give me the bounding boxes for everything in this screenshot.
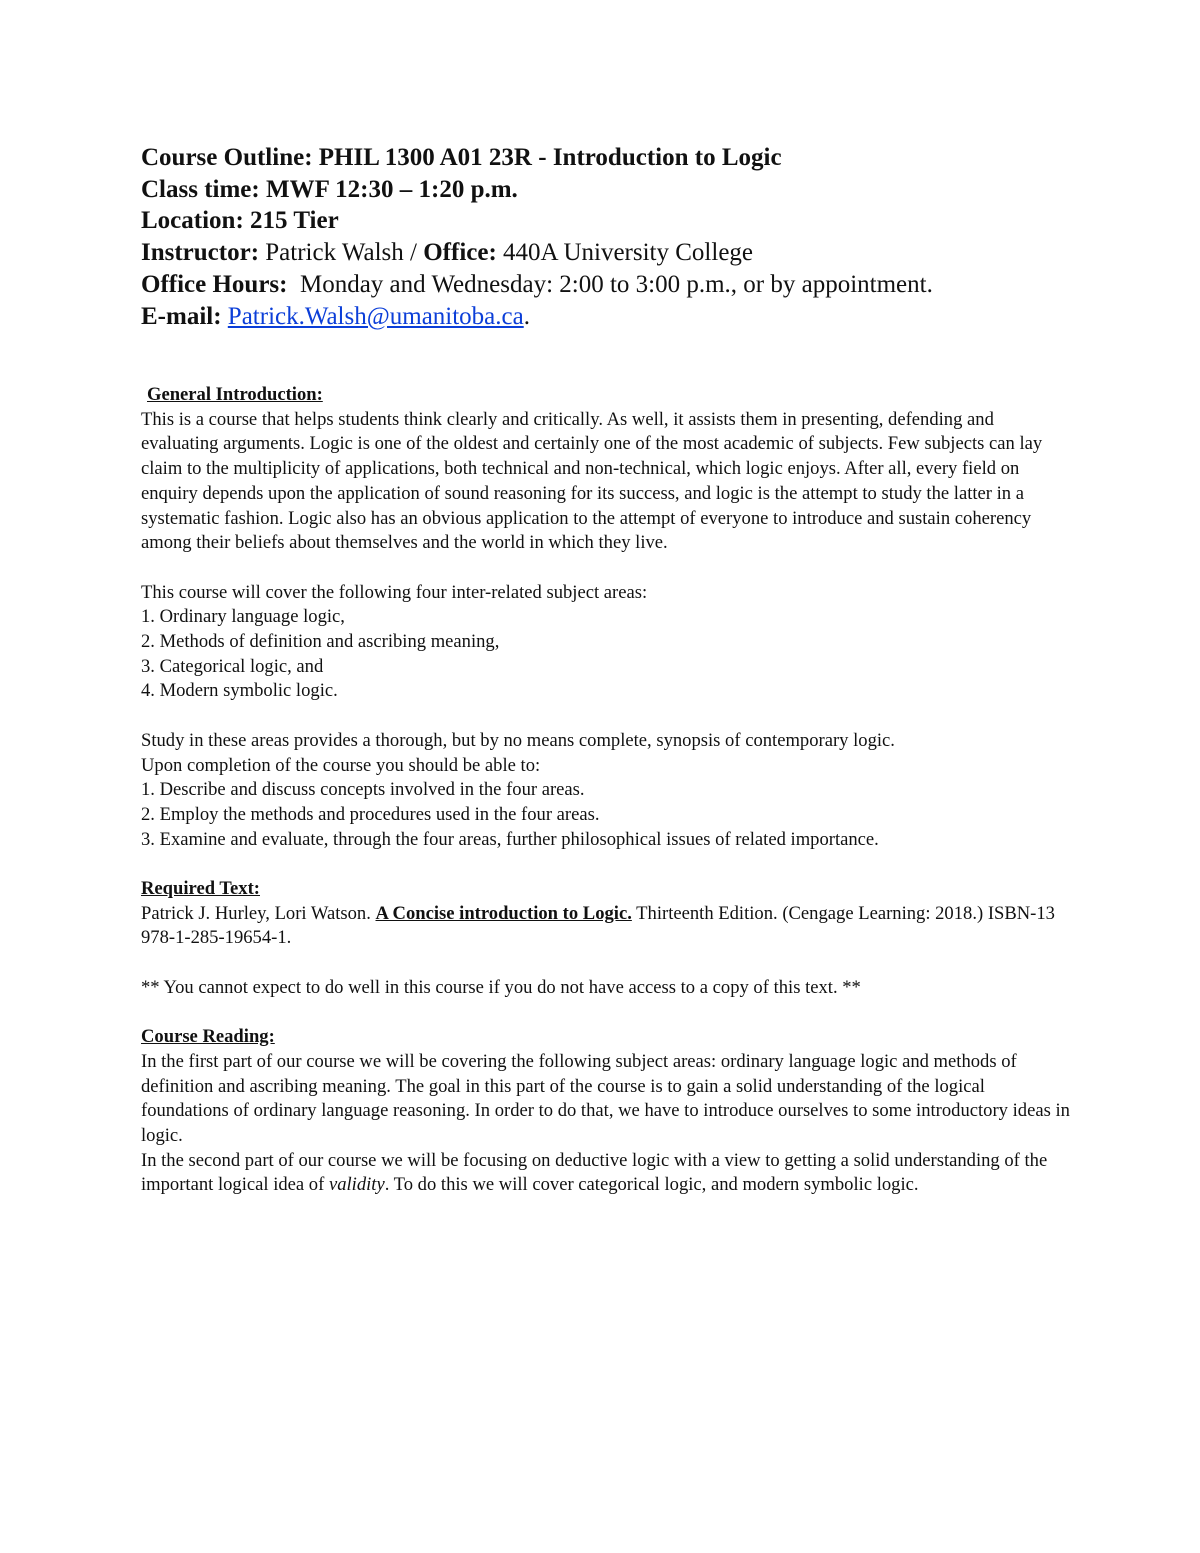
required-text-note: ** You cannot expect to do well in this course if you do not have access to a copy of this text. **: [141, 976, 861, 998]
area-item-4: 4. Modern symbolic logic.: [141, 680, 338, 702]
area-item-1: 1. Ordinary language logic,: [141, 606, 345, 628]
area-item-3: 3. Categorical logic, and: [141, 655, 324, 677]
book-title: A Concise introduction to Logic.: [375, 902, 632, 924]
paragraph-2-start: In the second part of our course we will be focusing on deductive logic with a view to getting a solid understanding of the important logical idea of: [141, 1149, 1052, 1196]
book-authors: Patrick J. Hurley, Lori Watson.: [141, 902, 376, 924]
outcome-item-1: 1. Describe and discuss concepts involved in the four areas.: [141, 779, 585, 801]
validity-term: validity: [328, 1174, 385, 1196]
general-intro-heading: General Introduction:: [147, 384, 323, 405]
course-reading-paragraph-2: [141, 1149, 1071, 1198]
office-label: Office:: [423, 239, 497, 267]
study-line-2: Upon completion of the course you should be able to:: [141, 754, 541, 776]
class-time: Class time: MWF 12:30 – 1:20 p.m.: [141, 175, 518, 203]
area-item-2: 2. Methods of definition and ascribing meaning,: [141, 631, 500, 653]
office-hours-label: Office Hours:: [141, 270, 288, 298]
outcome-item-2: 2. Employ the methods and procedures used in the four areas.: [141, 803, 600, 825]
location: Location: 215 Tier: [141, 207, 339, 235]
office-hours-line: [141, 269, 1071, 301]
email-label: E-mail:: [141, 302, 222, 330]
email-suffix: .: [523, 302, 530, 330]
instructor-name: Patrick Walsh /: [259, 239, 424, 267]
instructor-line: [141, 237, 1071, 269]
document-body: [141, 383, 1071, 1198]
study-line-1: Study in these areas provides a thorough, but by no means complete, synopsis of contemporary logic.: [141, 729, 895, 751]
outcome-item-3: 3. Examine and evaluate, through the four areas, further philosophical issues of related importance.: [141, 828, 879, 850]
instructor-label: Instructor:: [141, 239, 260, 267]
areas-intro: This course will cover the following four inter-related subject areas:: [141, 581, 648, 603]
course-title: Course Outline: PHIL 1300 A01 23R - Introduction to Logic: [141, 144, 782, 171]
course-reading-paragraph-1: In the first part of our course we will be covering the following subject areas: ordinary language logic and methods of definition and ascribing meaning. The goal in this part of the course is to gain a solid understanding of the logical foundations of ordinary language reasoning. In order to do that, we have to introduce ourselves to some introductory ideas in logic.: [141, 1050, 1070, 1147]
book-details: Thirteenth Edition. (Cengage Learning: 2018.) ISBN-13 978-1-285-19654-1.: [141, 902, 1060, 949]
email-line: [141, 301, 1071, 333]
email-link[interactable]: Patrick.Walsh@umanitoba.ca: [227, 302, 524, 330]
general-intro-paragraph: This is a course that helps students think clearly and critically. As well, it assists them in presenting, defending and evaluating arguments. Logic is one of the oldest and certainly one of the most academic of subjects. Few subjects can lay claim to the multiplicity of applications, both technical and non-technical, which logic enjoys. After all, every field on enquiry depends upon the application of sound reasoning for its success, and logic is the attempt to study the latter in a systematic fashion. Logic also has an obvious application to the attempt of everyone to introduce and sustain coherency among their beliefs about themselves and the world in which they live.: [141, 408, 1043, 554]
office-value: 440A University College: [496, 239, 754, 267]
required-text-citation: [141, 902, 1071, 951]
required-text-heading: Required Text:: [141, 878, 260, 900]
office-hours-value: Monday and Wednesday: 2:00 to 3:00 p.m., or by appointment.: [287, 270, 933, 298]
paragraph-2-end: . To do this we will cover categorical logic, and modern symbolic logic.: [384, 1174, 919, 1196]
course-reading-heading: Course Reading:: [141, 1026, 275, 1048]
course-header: [141, 142, 1071, 332]
